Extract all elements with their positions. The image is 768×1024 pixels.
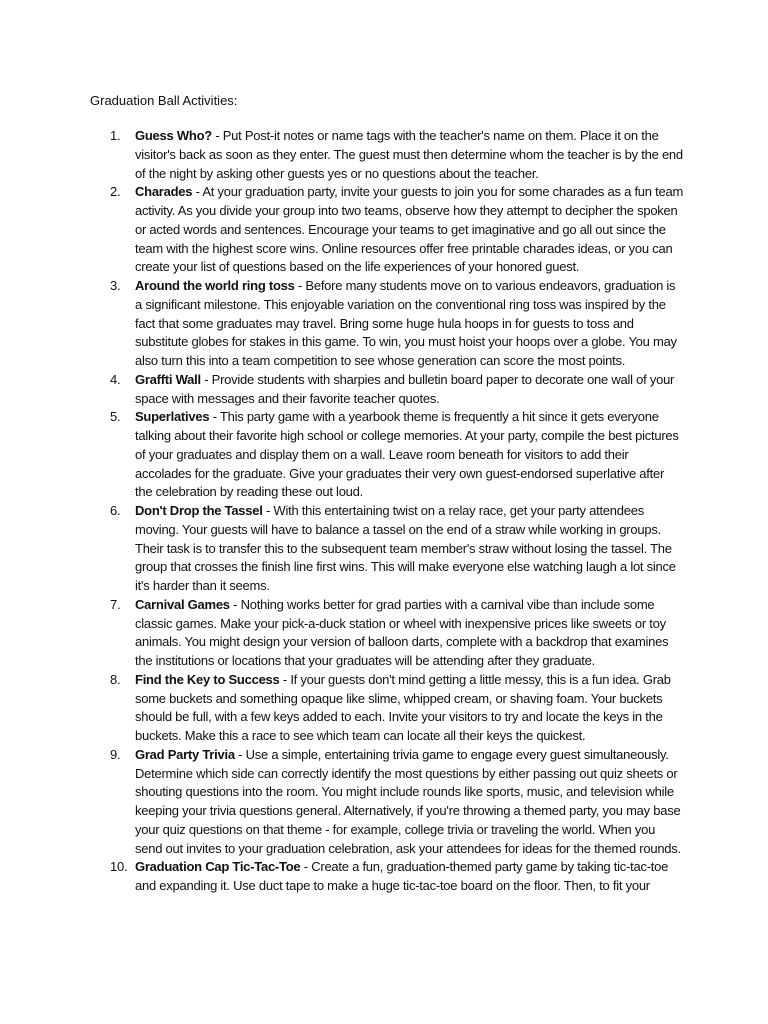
- item-text: - At your graduation party, invite your guests to join you for some charades as a fun team activity. As you divide your group into two teams, observe how they attempt to decipher the spoken or acted words and sentences. Encourage your teams to get imaginative and go all out since the team with the highest score wins. Online resources offer free printable charades ideas, or you can create your list of questions based on the life experiences of your honored guest.: [135, 184, 684, 275]
- list-item: [90, 502, 684, 596]
- item-name: Graffti Wall: [135, 371, 201, 387]
- item-name: Find the Key to Success: [135, 671, 280, 687]
- item-name: Graduation Cap Tic-Tac-Toe: [135, 859, 301, 875]
- item-name: Carnival Games: [135, 596, 230, 612]
- list-item: [90, 858, 684, 896]
- item-text: - Nothing works better for grad parties with a carnival vibe than include some classic games. Make your pick-a-duck station or wheel with inexpensive prices like sweets or toy animals. You might design your version of balloon darts, complete with a backdrop that examines the institutions or locations that your graduates will be attending after they graduate.: [135, 596, 669, 668]
- item-text: - Before many students move on to various endeavors, graduation is a significant milestone. This enjoyable variation on the conventional ring toss was inspired by the fact that some graduates may travel. Bring some huge hula hoops in for guests to toss and substitute globes for stakes in this game. To win, you must hoist your hoops over a globe. You may also turn this into a team competition to see whose generation can score the most points.: [135, 278, 677, 368]
- item-text: - With this entertaining twist on a relay race, get your party attendees moving. Your guests will have to balance a tassel on the end of a straw while working in groups. Their task is to transfer this to the subsequent team member's straw without losing the tassel. The group that crosses the finish line first wins. This will make everyone else watching laugh a lot since it's harder than it seems.: [135, 503, 676, 593]
- list-item: [90, 408, 684, 502]
- item-number: 5.: [110, 409, 121, 425]
- item-name: Grad Party Trivia: [135, 746, 235, 762]
- item-name: Superlatives: [135, 409, 210, 425]
- item-name: Charades: [135, 184, 193, 200]
- item-text: - Create a fun, graduation-themed party game by taking tic-tac-toe and expanding it. Use duct tape to make a huge tic-tac-toe board on the floor. Then, to fit your: [135, 859, 669, 893]
- document-title: Graduation Ball Activities:: [90, 93, 238, 108]
- list-item: [90, 127, 684, 183]
- list-item: [90, 746, 684, 859]
- item-text: - Provide students with sharpies and bulletin board paper to decorate one wall of your space with messages and their favorite teacher quotes.: [135, 371, 675, 406]
- item-number: 4.: [110, 371, 121, 387]
- item-number: 2.: [110, 184, 121, 200]
- list-item: [90, 671, 684, 746]
- item-name: Around the world ring toss: [135, 278, 295, 293]
- item-number: 10.: [110, 859, 128, 875]
- item-number: 6.: [110, 503, 121, 518]
- item-number: 7.: [110, 596, 121, 612]
- item-number: 3.: [110, 278, 121, 293]
- item-name: Guess Who?: [135, 128, 212, 143]
- item-text: - Put Post-it notes or name tags with the teacher's name on them. Place it on the visitor's back as soon as they enter. The guest must then determine whom the teacher is by the end of the night by asking other guests yes or no questions about the teacher.: [135, 128, 683, 181]
- list-item: [90, 371, 684, 409]
- item-text: - If your guests don't mind getting a little messy, this is a fun idea. Grab some buckets and something opaque like slime, whipped cream, or shaving foam. Your buckets should be full, with a few keys added to each. Invite your visitors to try and locate the keys in the buckets. Make this a race to see which team can locate all their keys the quickest.: [135, 671, 671, 743]
- list-item: [90, 596, 684, 671]
- item-text: - Use a simple, entertaining trivia game to engage every guest simultaneously. Determine which side can correctly identify the most questions by either passing out quiz sheets or shouting questions into the room. You might include rounds like sports, music, and television while keeping your trivia questions general. Alternatively, if you're throwing a themed party, you may base your quiz questions on that theme - for example, college trivia or traveling the world. When you send out invites to your graduation celebration, ask your attendees for ideas for the themed rounds.: [135, 746, 681, 856]
- item-name: Don't Drop the Tassel: [135, 503, 263, 518]
- item-number: 1.: [110, 128, 121, 143]
- item-number: 9.: [110, 746, 121, 762]
- item-text: - This party game with a yearbook theme is frequently a hit since it gets everyone talking about their favorite high school or college memories. At your party, compile the best pictures of your graduates and display them on a wall. Leave room beneath for visitors to add their accolades for the graduate. Give your graduates their very own guest-endorsed superlative after the celebration by reading these out loud.: [135, 409, 679, 500]
- item-number: 8.: [110, 671, 121, 687]
- list-item: [90, 183, 684, 277]
- list-item: [90, 277, 684, 371]
- activity-list: [90, 127, 684, 896]
